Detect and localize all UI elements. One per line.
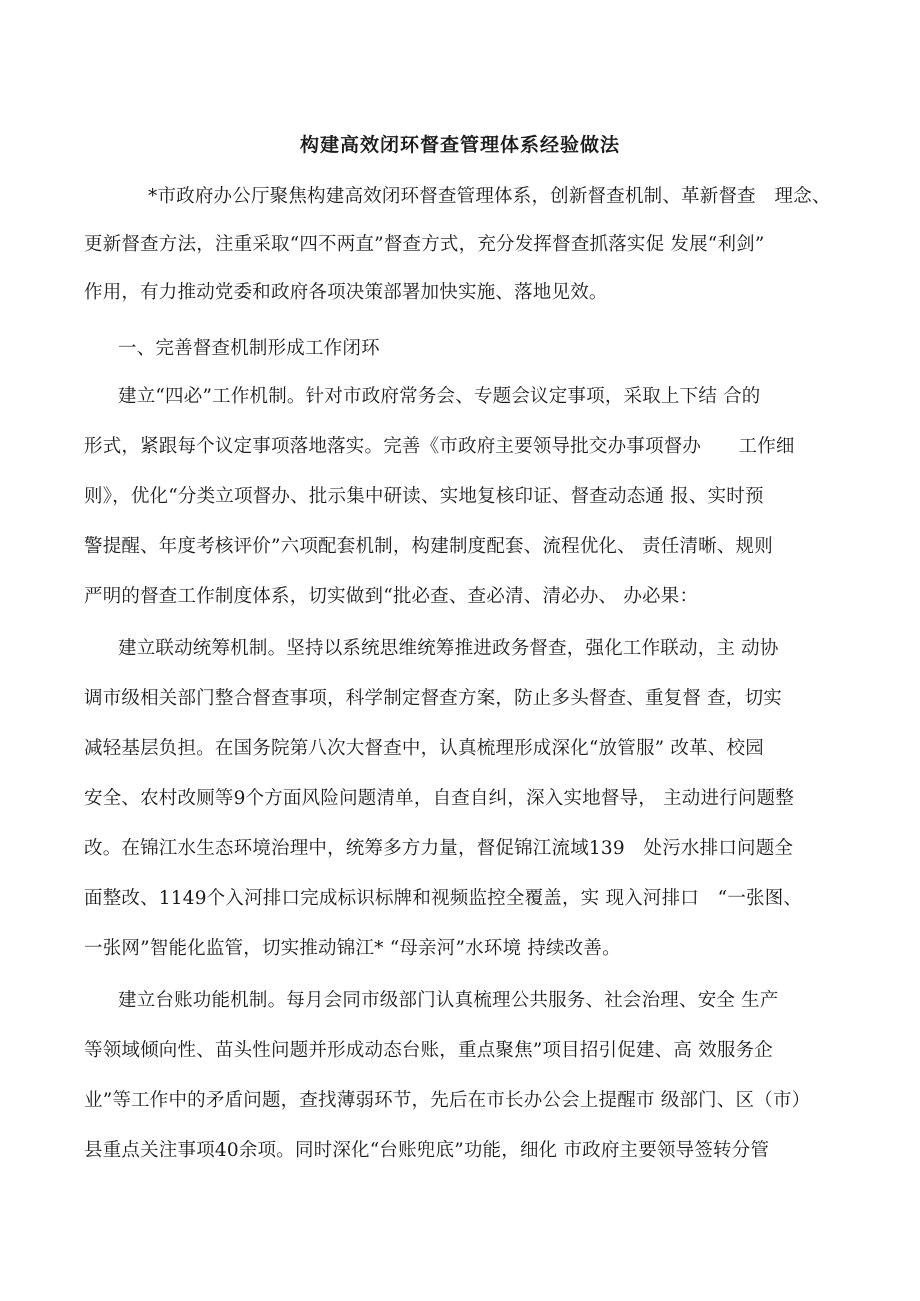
text-line: 建立台账功能机制。每月会同市级部门认真梳理公共服务、社会治理、安全 生产: [118, 990, 779, 1011]
text-line: 警提醒、年度考核评价”六项配套机制，构建制度配套、流程优化、 责任清晰、规则: [84, 536, 773, 557]
text-line: *市政府办公厅聚焦构建高效闭环督查管理体系，创新督查机制、革新督查 理念、: [148, 186, 831, 207]
text-line: 作用，有力推动党委和政府各项决策部署加快实施、落地见效。: [84, 282, 608, 303]
text-line: 严明的督查工作制度体系，切实做到“批必查、查必清、清必办、 办必果：: [84, 586, 699, 607]
text-line: 面整改、1149个入河排口完成标识标牌和视频监控全覆盖，实 现入河排口 “一张图、: [84, 888, 803, 909]
text-line: 减轻基层负担。在国务院第八次大督查中，认真梳理形成深化“放管服” 改革、校园: [84, 738, 764, 759]
text-line: 更新督查方法，注重采取“四不两直”督查方式，充分发挥督查抓落实促 发展“利剑”: [84, 234, 765, 255]
document-title: 构建高效闭环督查管理体系经验做法: [299, 134, 620, 156]
text-line: 形式，紧跟每个议定事项落地落实。完善《市政府主要领导批交办事项督办 工作细: [84, 436, 795, 457]
text-line: 业”等工作中的矛盾问题，查找薄弱环节，先后在市长办公会上提醒市 级部门、区（市）: [84, 1090, 811, 1111]
text-line: 改。在锦江水生态环境治理中，统筹多方力量，督促锦江流域139 处污水排口问题全: [84, 838, 794, 859]
text-line: 一张网”智能化监管，切实推动锦江* “母亲河”水环境 持续改善。: [84, 938, 621, 959]
text-line: 则》，优化“分类立项督办、批示集中研读、实地复核印证、督查动态通 报、实时预: [84, 486, 764, 507]
text-line: 县重点关注事项40余项。同时深化“台账兜底”功能，细化 市政府主要领导签转分管: [84, 1140, 770, 1161]
text-line: 安全、农村改厕等9个方面风险问题清单，自查自纠，深入实地督导， 主动进行问题整: [84, 788, 794, 809]
text-line: 调市级相关部门整合督查事项，科学制定督查方案，防止多头督查、重复督 查，切实: [84, 688, 782, 709]
section-heading: 一、完善督查机制形成工作闭环: [118, 338, 380, 359]
text-line: 建立联动统筹机制。坚持以系统思维统筹推进政务督查，强化工作联动，主 动协: [118, 638, 779, 659]
text-line: 等领域倾向性、苗头性问题并形成动态台账，重点聚焦”项目招引促建、高 效服务企: [84, 1040, 773, 1061]
text-line: 建立“四必”工作机制。针对市政府常务会、专题会议定事项，采取上下结 合的: [118, 386, 761, 407]
